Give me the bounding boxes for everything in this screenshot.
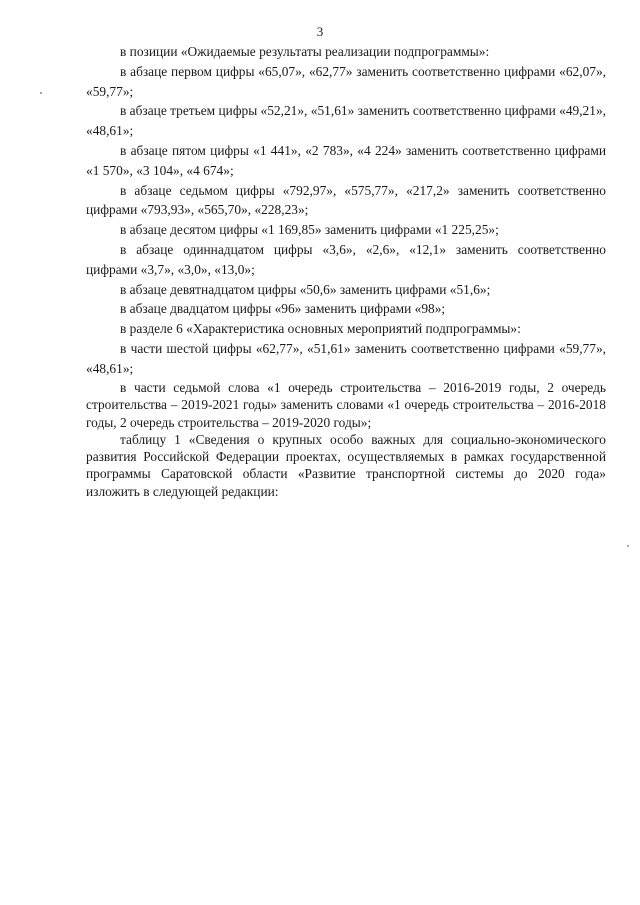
paragraph: в части шестой цифры «62,77», «51,61» заменить соответственно цифрами «59,77», «48,61»; [86,340,606,376]
amendment-text [86,42,606,500]
scan-speck [40,92,42,94]
paragraph: в абзаце пятом цифры «1 441», «2 783», «4 224» заменить соответственно цифрами «1 570», «3 104», «4 674»; [86,142,606,178]
paragraph: в абзаце десятом цифры «1 169,85» заменить цифрами «1 225,25»; [120,222,499,238]
paragraph: в абзаце девятнадцатом цифры «50,6» заменить цифрами «51,6»; [120,281,491,297]
page-number: 3 [316,24,324,39]
paragraph: в позиции «Ожидаемые результаты реализации подпрограммы»: [120,44,490,59]
scan-speck [627,545,629,547]
paragraph: в абзаце первом цифры «65,07», «62,77» заменить соответственно цифрами «62,07», «59,77»; [86,63,606,99]
paragraph: в части седьмой слова «1 очередь строительства – 2016-2019 годы, 2 очередь строительства – 2019-2021 годы» заменить словами «1 очередь строительства – 2016-2018 годы, 2 очередь строительства – 2019-2020 годы»; [86,379,606,430]
paragraph: таблицу 1 «Сведения о крупных особо важных для социально-экономического развития Российской Федерации проектах, осуществляемых в рамках государственной программы Саратовской области «Развитие транспортной системы до 2020 года» изложить в следующей редакции: [86,432,606,499]
paragraph: в абзаце седьмом цифры «792,97», «575,77», «217,2» заменить соответственно цифрами «793,93», «565,70», «228,23»; [86,182,606,218]
paragraph: в абзаце третьем цифры «52,21», «51,61» заменить соответственно цифрами «49,21», «48,61»; [86,103,606,139]
paragraph: в абзаце двадцатом цифры «96» заменить цифрами «98»; [120,301,446,317]
paragraph: в абзаце одиннадцатом цифры «3,6», «2,6», «12,1» заменить соответственно цифрами «3,7», «3,0», «13,0»; [86,241,606,277]
paragraph: в разделе 6 «Характеристика основных мероприятий подпрограммы»: [120,321,521,337]
